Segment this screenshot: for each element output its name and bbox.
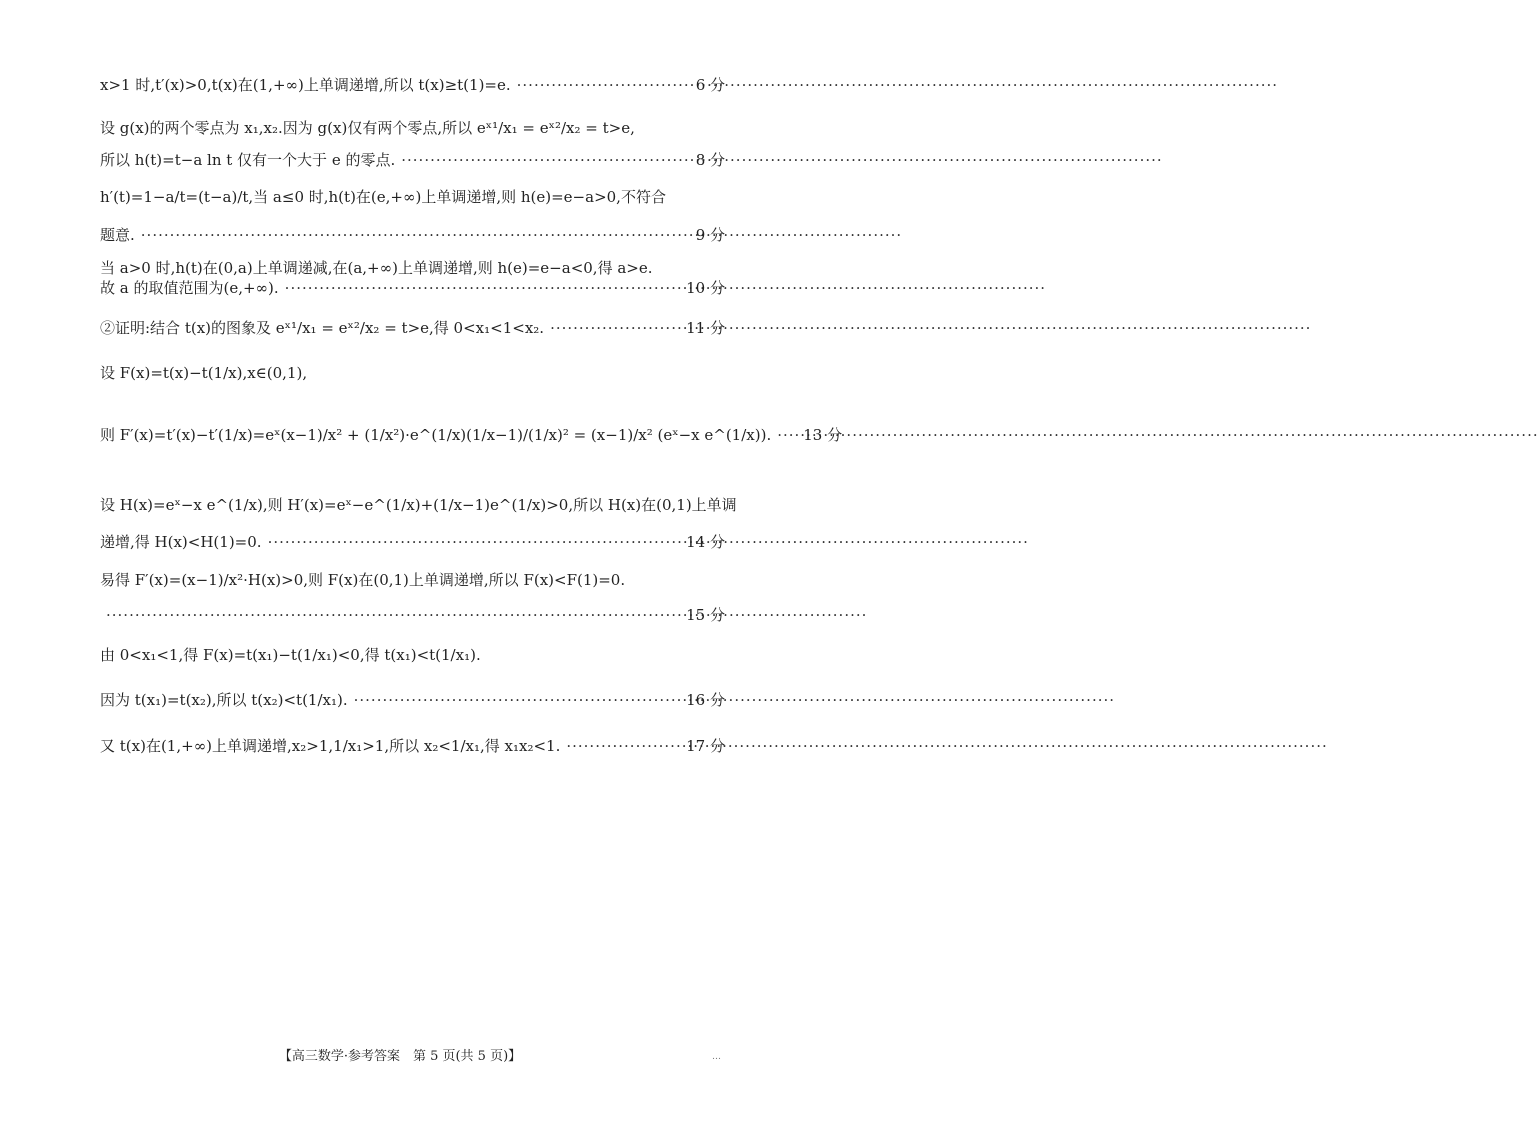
answer-line [100,425,843,445]
answer-line-text: 则 F′(x)=t′(x)−t′(1/x)=eˣ(x−1)/x² + (1/x²)·e^(1/x)(1/x−1)/(1/x)² = (x−1)/x² (eˣ−x e^(1/x)). [100,426,772,444]
score-label: 16 分 [686,691,725,709]
answer-line-text: 递增,得 H(x)<H(1)=0. [100,533,262,551]
answer-line-text: 由 0<x₁<1,得 F(x)=t(x₁)−t(1/x₁)<0,得 t(x₁)<t(1/x₁). [100,646,481,664]
answer-line-text: 因为 t(x₁)=t(x₂),所以 t(x₂)<t(1/x₁). [100,691,348,709]
answer-line [100,278,725,298]
answer-line-text: 设 g(x)的两个零点为 x₁,x₂.因为 g(x)仅有两个零点,所以 eˣ¹/x₁ = eˣ²/x₂ = t>e, [100,119,635,137]
answer-line [100,258,725,278]
answer-line [100,363,725,383]
answer-line-text: 设 F(x)=t(x)−t(1/x),x∈(0,1), [100,364,308,382]
answer-line [100,690,725,710]
answer-line-text: x>1 时,t′(x)>0,t(x)在(1,+∞)上单调递增,所以 t(x)≥t(1)=e. [100,76,511,94]
dot-leader [777,425,797,445]
dot-leader [566,736,680,756]
answer-line-text: ②证明:结合 t(x)的图象及 eˣ¹/x₁ = eˣ²/x₂ = t>e,得 0<x₁<1<x₂. [100,319,545,337]
page-footer: 【高三数学·参考答案 第 5 页(共 5 页)】 [278,1049,522,1064]
answer-line [100,736,725,756]
score-label: 15 分 [686,606,725,624]
corner-mark: … [712,1052,721,1062]
answer-line-text: 又 t(x)在(1,+∞)上单调递增,x₂>1,1/x₁>1,所以 x₂<1/x₁,得 x₁x₂<1. [100,737,561,755]
score-label: 17 分 [686,737,725,755]
score-label: 11 分 [686,319,725,337]
answer-line [100,75,725,95]
score-label: 13 分 [803,426,843,444]
answer-line-text: h′(t)=1−a/t=(t−a)/t,当 a≤0 时,h(t)在(e,+∞)上单调递增,则 h(e)=e−a>0,不符合 [100,188,666,206]
answer-line [100,495,737,515]
answer-line [100,225,725,245]
answer-line [100,645,725,665]
answer-line-text: 题意. [100,226,135,244]
answer-line-text: 所以 h(t)=t−a ln t 仅有一个大于 e 的零点. [100,151,396,169]
score-label: 10 分 [686,279,725,297]
score-label: 6 分 [695,76,725,94]
answer-line [100,150,725,170]
dot-leader [550,318,680,338]
answer-line [100,570,725,590]
answer-line [100,187,725,207]
dot-leader [141,225,690,245]
answer-line [100,532,725,552]
score-label: 9 分 [695,226,725,244]
answer-line-text: 易得 F′(x)=(x−1)/x²·H(x)>0,则 F(x)在(0,1)上单调递增,所以 F(x)<F(1)=0. [100,571,626,589]
dot-leader [268,532,681,552]
dot-leader [285,278,680,298]
answer-line-text: 故 a 的取值范围为(e,+∞). [100,279,279,297]
answer-line [100,605,725,625]
answer-line-text: 当 a>0 时,h(t)在(0,a)上单调递减,在(a,+∞)上单调递增,则 h(e)=e−a<0,得 a>e. [100,259,653,277]
dot-leader [517,75,690,95]
score-label: 14 分 [686,533,725,551]
answer-line [100,118,725,138]
dot-leader [354,690,681,710]
answer-line-text: 设 H(x)=eˣ−x e^(1/x),则 H′(x)=eˣ−e^(1/x)+(1/x−1)e^(1/x)>0,所以 H(x)在(0,1)上单调 [100,496,737,514]
score-label: 8 分 [695,151,725,169]
dot-leader [401,150,689,170]
answer-line [100,318,725,338]
dot-leader [106,605,680,625]
